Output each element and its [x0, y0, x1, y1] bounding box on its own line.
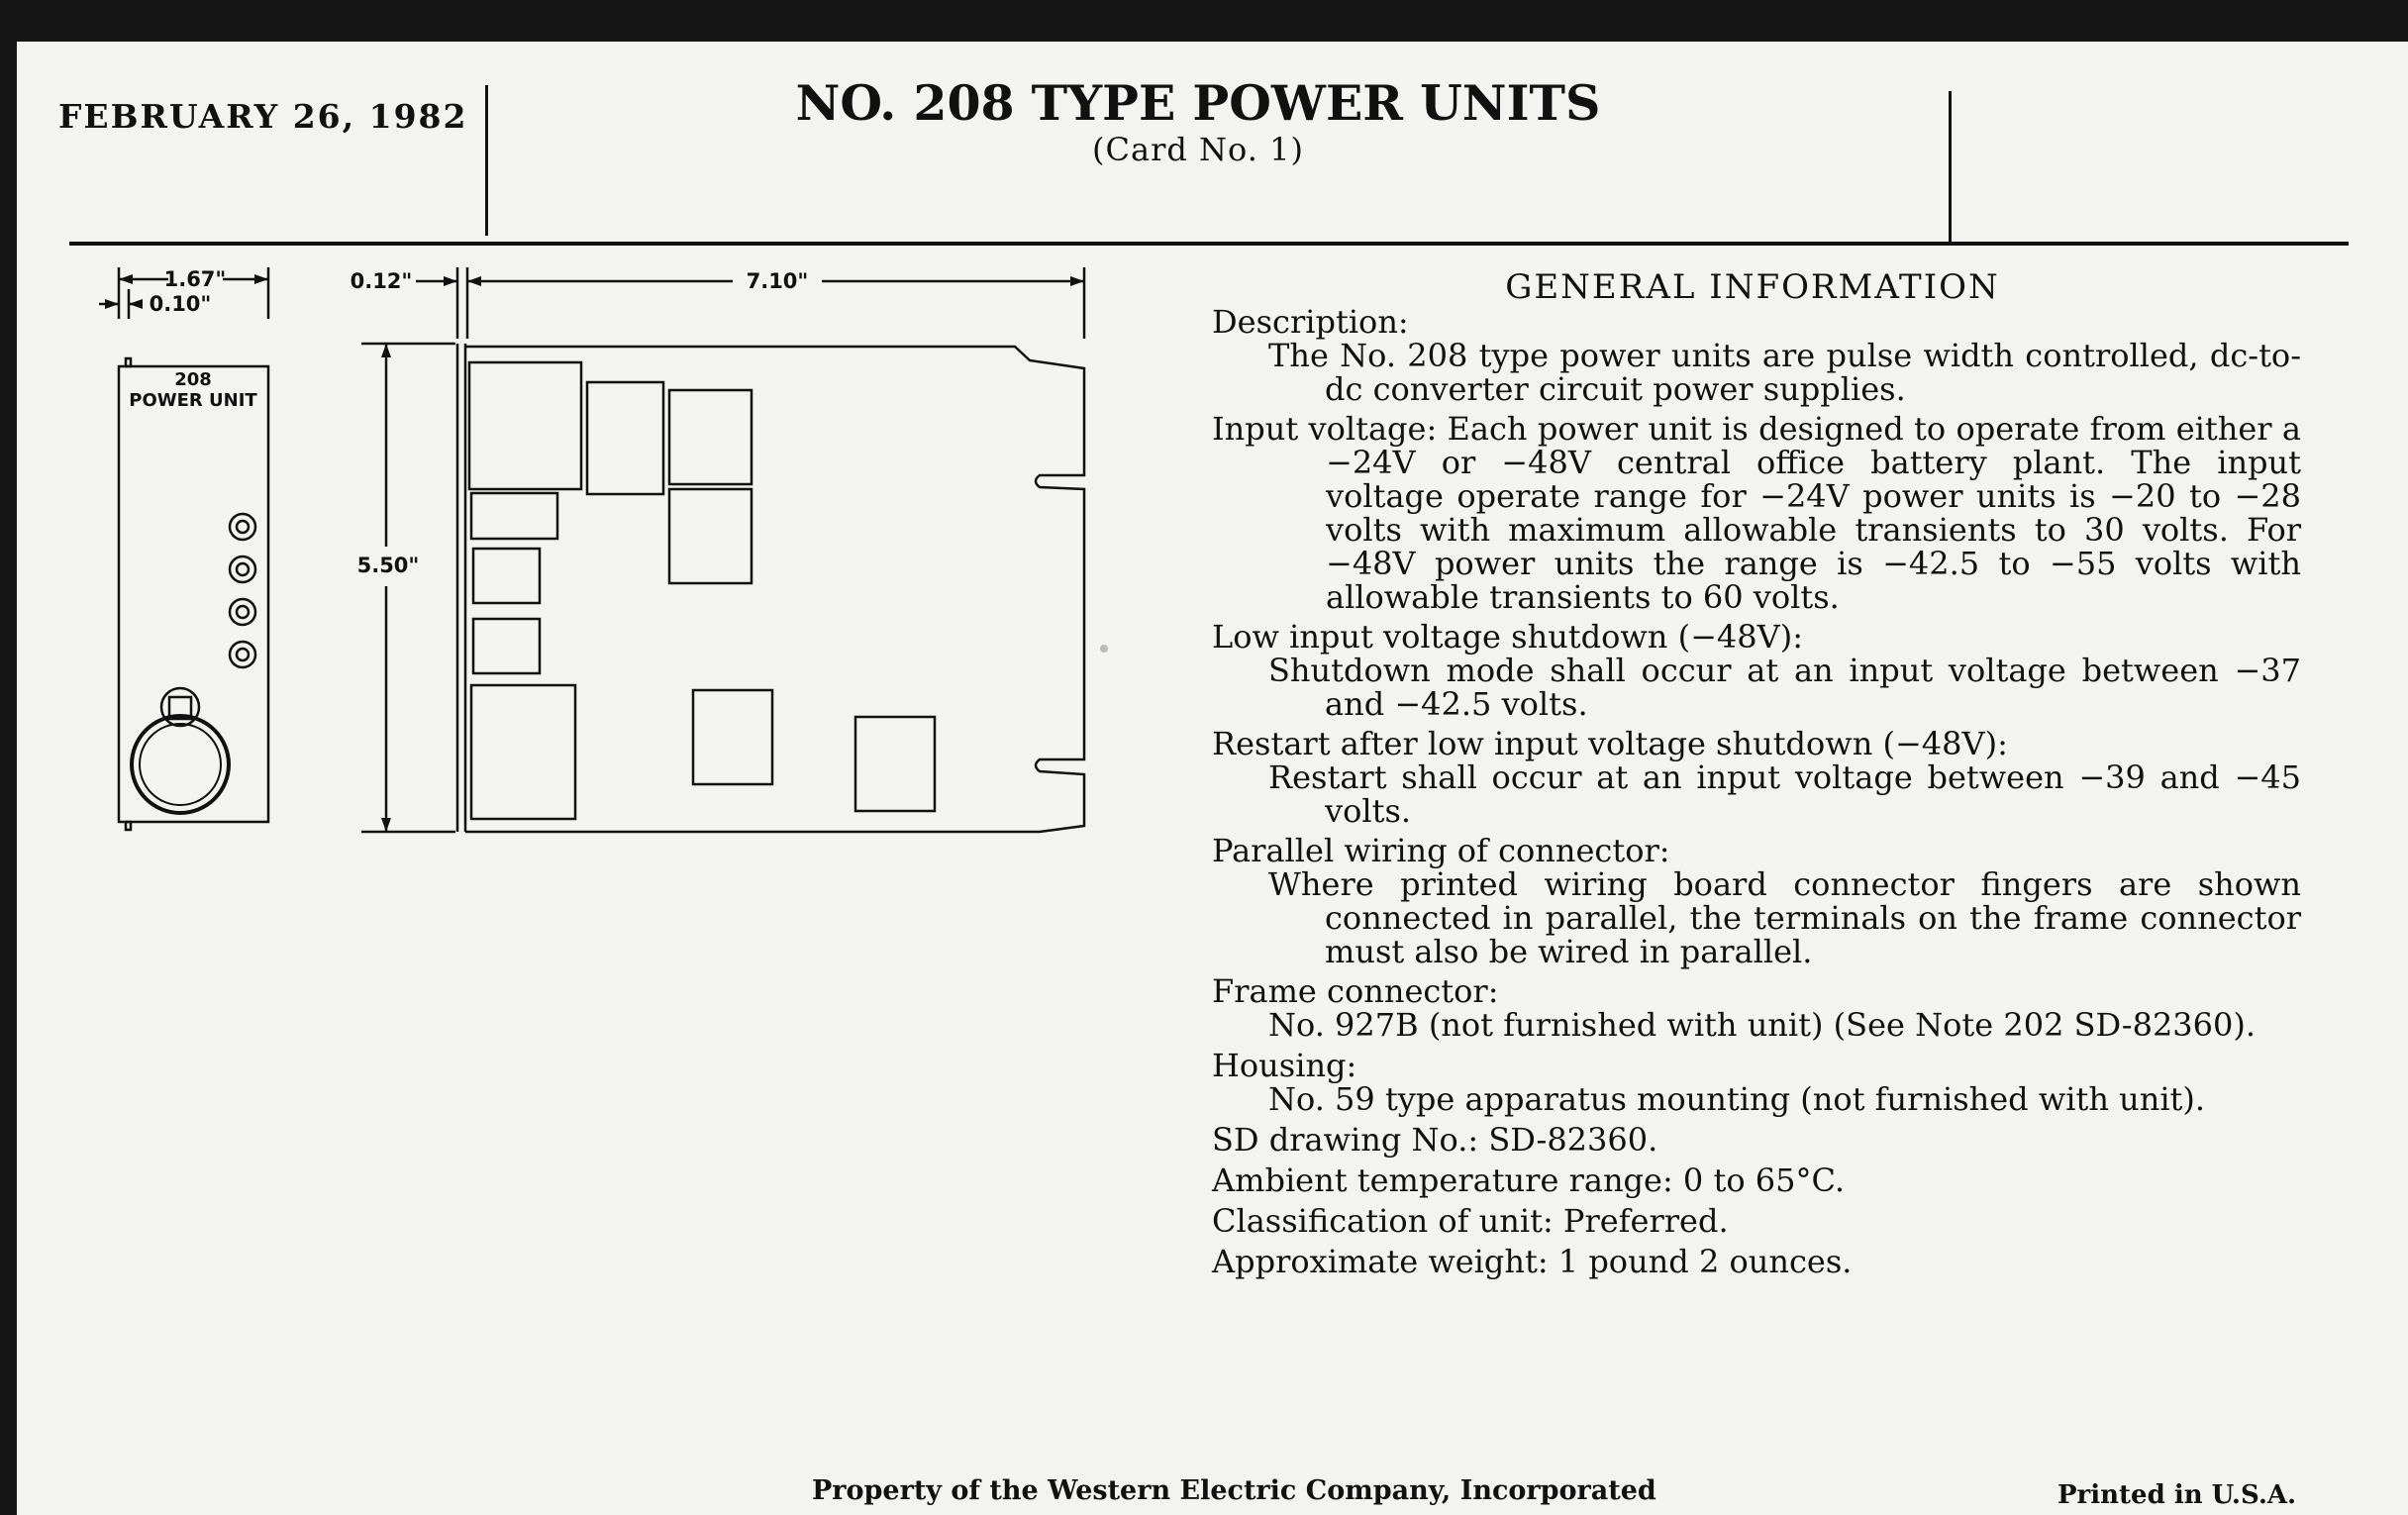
parallel-text: Where printed wiring board connector fingers are shown connected in parallel, the terminals on the frame connector must also be wired in parallel. — [1268, 865, 2301, 970]
sd-drawing-text: SD drawing No.: SD-82360. — [1212, 1121, 1658, 1159]
parallel-label: Parallel wiring of connector: — [1212, 832, 1670, 869]
description-label: Description: — [1212, 303, 1409, 341]
dim-board-length: 7.10" — [746, 269, 809, 293]
panel-label-number: 208 — [174, 369, 212, 390]
restart-text: Restart shall occur at an input voltage between −39 and −45 volts. — [1268, 758, 2301, 830]
restart-label: Restart after low input voltage shutdown (−48V): — [1212, 725, 2008, 762]
general-information — [1212, 305, 2301, 1285]
document-date: FEBRUARY 26, 1982 — [58, 97, 468, 136]
dim-panel-width: 1.67" — [163, 267, 227, 291]
dim-panel-offset: 0.10" — [149, 292, 212, 316]
housing-text: No. 59 type apparatus mounting (not furnished with unit). — [1268, 1080, 2206, 1118]
header-divider-right — [1949, 91, 1952, 242]
document-title: NO. 208 TYPE POWER UNITS — [795, 74, 1601, 132]
dim-board-height: 5.50" — [356, 554, 420, 577]
housing-label: Housing: — [1212, 1047, 1357, 1084]
weight-text: Approximate weight: 1 pound 2 ounces. — [1212, 1243, 1853, 1280]
header-divider-left — [485, 85, 488, 236]
frame-connector-label: Frame connector: — [1212, 972, 1499, 1010]
shutdown-label: Low input voltage shutdown (−48V): — [1212, 618, 1803, 656]
input-voltage-text: Input voltage: Each power unit is designed to operate from either a −24V or −48V central office battery plant. The input voltage operate range for −24V power units is −20 to −28 volts with maximum allowable transients to 30 volts. For −48V power units the range is −42.5 to −55 volts with allowable transients to 60 volts. — [1212, 410, 2301, 616]
ambient-temperature-text: Ambient temperature range: 0 to 65°C. — [1212, 1162, 1845, 1199]
description-text: The No. 208 type power units are pulse width controlled, dc-to-dc converter circuit power supplies. — [1268, 337, 2301, 408]
header-rule — [69, 242, 2349, 246]
classification-text: Classification of unit: Preferred. — [1212, 1202, 1729, 1240]
panel-label-name: POWER UNIT — [129, 390, 257, 411]
card-number: (Card No. 1) — [1092, 131, 1304, 168]
dim-board-gap: 0.12" — [350, 269, 413, 293]
frame-connector-text: No. 927B (not furnished with unit) (See Note 202 SD-82360). — [1268, 1006, 2257, 1044]
power-unit-drawing — [99, 259, 1109, 844]
footer-printed: Printed in U.S.A. — [2057, 1480, 2297, 1510]
shutdown-text: Shutdown mode shall occur at an input voltage between −37 and −42.5 volts. — [1268, 652, 2301, 723]
section-heading: GENERAL INFORMATION — [1505, 267, 2000, 307]
footer-ownership: Property of the Western Electric Company, Incorporated — [812, 1475, 1656, 1506]
